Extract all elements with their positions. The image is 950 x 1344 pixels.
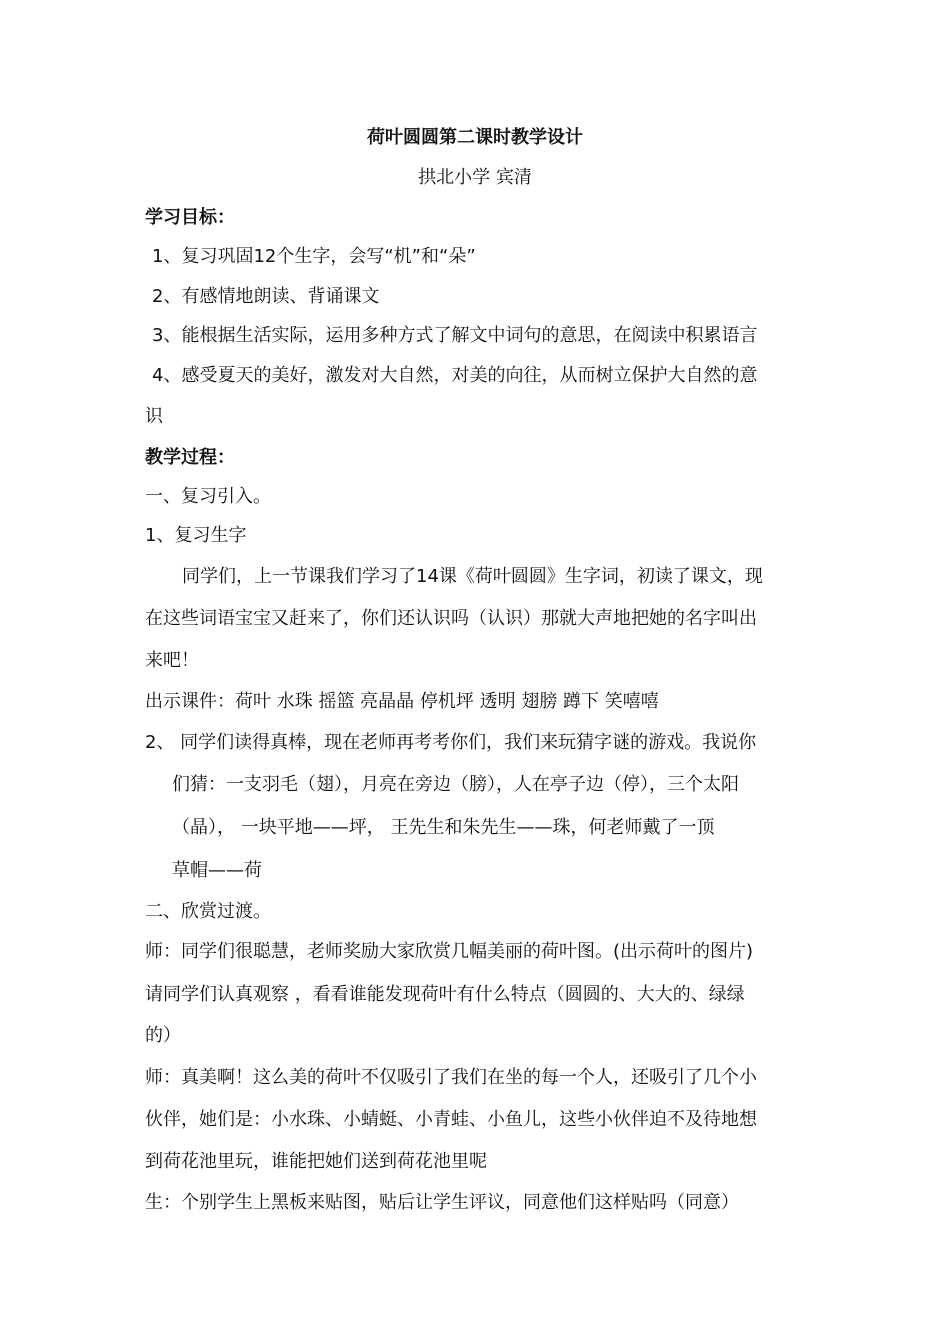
paragraph-line: 的） — [145, 1025, 181, 1046]
document-author: 拱北小学 宾清 — [418, 167, 532, 188]
process-heading: 教学过程： — [145, 447, 235, 468]
goal-item: 4、感受夏天的美好，激发对大自然，对美的向往，从而树立保护大自然的意 — [152, 365, 758, 386]
paragraph-line: 1、复习生字 — [145, 525, 247, 546]
paragraph-line: （晶）， 一块平地——坪， 王先生和朱先生——珠，何老师戴了一顶 — [172, 817, 715, 838]
paragraph-line: 出示课件：荷叶 水珠 摇篮 亮晶晶 停机坪 透明 翅膀 蹲下 笑嘻嘻 — [145, 691, 659, 712]
paragraph-line: 同学们，上一节课我们学习了14课《荷叶圆圆》生字词，初读了课文，现 — [182, 566, 763, 587]
paragraph-line: 伙伴，她们是：小水珠、小蜻蜓、小青蛙、小鱼儿，这些小伙伴迫不及待地想 — [145, 1109, 757, 1130]
goal-item-continuation: 识 — [145, 406, 163, 427]
paragraph-line: 到荷花池里玩，谁能把她们送到荷花池里呢 — [145, 1151, 487, 1172]
section-heading: 一、复习引入。 — [145, 486, 271, 507]
paragraph-line: 在这些词语宝宝又赶来了，你们还认识吗（认识）那就大声地把她的名字叫出 — [145, 608, 757, 629]
paragraph-line: 师：同学们很聪慧，老师奖励大家欣赏几幅美丽的荷叶图。(出示荷叶的图片) — [145, 941, 754, 962]
paragraph-line: 生：个别学生上黑板来贴图，贴后让学生评议，同意他们这样贴吗（同意） — [145, 1192, 739, 1213]
section-heading: 二、欣赏过渡。 — [145, 901, 271, 922]
document-title: 荷叶圆圆第二课时教学设计 — [367, 127, 583, 148]
paragraph-line: 草帽——荷 — [172, 860, 262, 881]
paragraph-line: 请同学们认真观察 ，看看谁能发现荷叶有什么特点（圆圆的、大大的、绿绿 — [145, 984, 745, 1005]
goal-item: 2、有感情地朗读、背诵课文 — [152, 286, 380, 307]
goals-heading: 学习目标： — [145, 207, 235, 228]
paragraph-line: 师：真美啊！这么美的荷叶不仅吸引了我们在坐的每一个人，还吸引了几个小 — [145, 1067, 757, 1088]
paragraph-line: 们猜：一支羽毛（翅），月亮在旁边（膀），人在亭子边（停），三个太阳 — [172, 774, 739, 795]
paragraph-line: 2、 同学们读得真棒，现在老师再考考你们，我们来玩猜字谜的游戏。我说你 — [145, 732, 757, 753]
goal-item: 1、复习巩固12个生字，会写“机”和“朵” — [152, 246, 476, 267]
goal-item: 3、能根据生活实际，运用多种方式了解文中词句的意思，在阅读中积累语言 — [152, 325, 758, 346]
paragraph-line: 来吧！ — [145, 650, 199, 671]
